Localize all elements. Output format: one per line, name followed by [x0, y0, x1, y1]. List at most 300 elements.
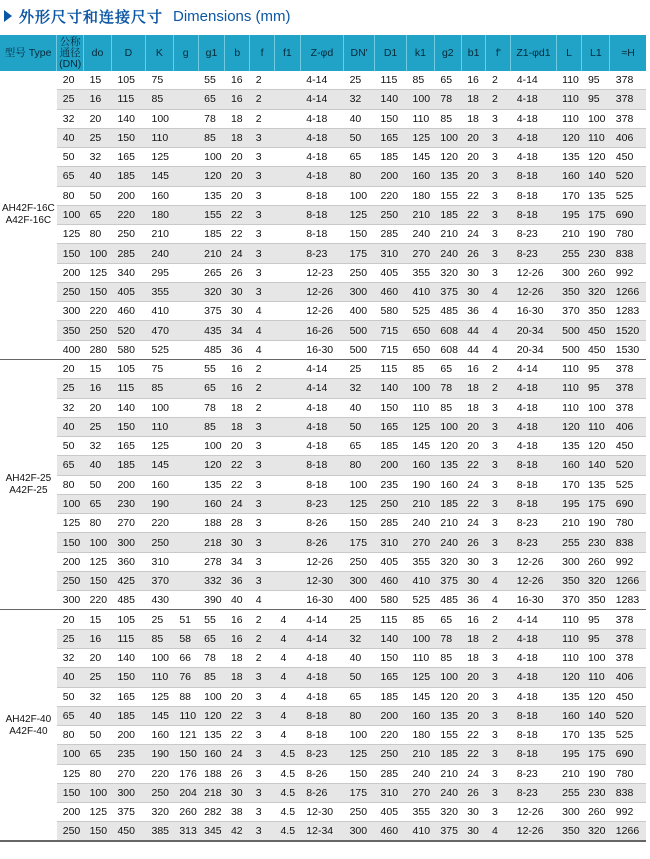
table-cell: 32	[84, 148, 112, 167]
table-cell: 185	[375, 148, 407, 167]
table-cell: 65	[434, 359, 461, 378]
table-cell	[173, 417, 198, 436]
table-cell: 4	[274, 726, 300, 745]
table-cell	[173, 148, 198, 167]
table-cell	[274, 494, 300, 513]
table-cell: 310	[375, 533, 407, 552]
table-cell: 12-26	[300, 282, 343, 301]
table-cell: 200	[375, 706, 407, 725]
table-body	[0, 71, 646, 841]
table-cell: 270	[407, 533, 435, 552]
table-cell: 110	[145, 128, 173, 147]
table-cell: 12-26	[300, 552, 343, 571]
table-cell: 65	[57, 706, 84, 725]
table-cell: 780	[610, 514, 646, 533]
table-cell: 345	[198, 822, 225, 841]
table-cell: 65	[344, 148, 375, 167]
table-cell: 135	[556, 437, 582, 456]
table-cell: 50	[344, 128, 375, 147]
table-cell: 30	[461, 803, 486, 822]
table-row	[0, 205, 646, 224]
table-cell: 110	[556, 71, 582, 90]
table-cell: 20	[57, 71, 84, 90]
table-cell: 4.5	[274, 822, 300, 841]
table-cell: 34	[225, 321, 250, 340]
table-cell: 4-18	[300, 648, 343, 667]
table-cell: 580	[111, 340, 145, 359]
table-row	[0, 379, 646, 398]
table-cell: 12-26	[511, 552, 556, 571]
table-cell	[274, 263, 300, 282]
model-name: A42F-16C	[5, 214, 52, 226]
table-cell: 320	[434, 803, 461, 822]
table-cell	[274, 379, 300, 398]
table-cell: 180	[407, 726, 435, 745]
table-cell: 838	[610, 783, 646, 802]
table-cell: 8-23	[511, 244, 556, 263]
table-cell: 250	[375, 745, 407, 764]
table-cell: 175	[344, 533, 375, 552]
table-cell: 100	[407, 629, 435, 648]
table-cell: 110	[145, 668, 173, 687]
table-cell: 485	[198, 340, 225, 359]
table-cell: 1530	[610, 340, 646, 359]
table-cell: 313	[173, 822, 198, 841]
table-cell: 3	[486, 687, 511, 706]
table-cell: 260	[173, 803, 198, 822]
table-cell: 65	[434, 610, 461, 629]
table-row	[0, 148, 646, 167]
table-cell: 65	[198, 379, 225, 398]
table-cell: 40	[344, 109, 375, 128]
table-cell: 66	[173, 648, 198, 667]
table-cell: 3	[486, 533, 511, 552]
table-cell: 405	[375, 263, 407, 282]
table-cell: 170	[556, 475, 582, 494]
table-cell: 8-23	[300, 494, 343, 513]
table-cell: 406	[610, 668, 646, 687]
model-cell	[0, 610, 57, 841]
table-row	[0, 706, 646, 725]
table-cell: 3	[486, 244, 511, 263]
table-cell: 65	[84, 494, 112, 513]
table-cell: 2	[250, 71, 275, 90]
table-cell: 40	[225, 591, 250, 610]
table-cell: 460	[111, 302, 145, 321]
table-cell: 190	[582, 225, 610, 244]
table-cell: 20	[461, 668, 486, 687]
table-cell: 690	[610, 205, 646, 224]
column-header: Z-φd	[300, 35, 343, 71]
table-cell: 110	[173, 706, 198, 725]
table-cell: 220	[111, 205, 145, 224]
table-cell: 3	[486, 726, 511, 745]
table-cell: 278	[198, 552, 225, 571]
table-cell: 85	[434, 398, 461, 417]
table-cell: 150	[111, 668, 145, 687]
table-cell: 25	[84, 128, 112, 147]
table-cell: 4-18	[300, 687, 343, 706]
table-cell: 115	[375, 359, 407, 378]
table-cell: 22	[225, 456, 250, 475]
table-cell: 450	[610, 148, 646, 167]
table-cell: 200	[375, 167, 407, 186]
table-cell: 715	[375, 321, 407, 340]
table-cell: 270	[407, 783, 435, 802]
table-cell: 100	[434, 668, 461, 687]
table-cell: 160	[407, 167, 435, 186]
table-cell: 65	[57, 456, 84, 475]
table-cell: 406	[610, 128, 646, 147]
table-cell: 175	[582, 205, 610, 224]
table-cell: 55	[198, 359, 225, 378]
table-cell: 15	[84, 359, 112, 378]
table-cell: 3	[486, 475, 511, 494]
table-cell: 3	[250, 167, 275, 186]
table-cell: 40	[344, 648, 375, 667]
table-cell: 24	[225, 244, 250, 263]
table-cell: 25	[57, 629, 84, 648]
table-row	[0, 494, 646, 513]
table-cell: 4-18	[300, 437, 343, 456]
table-cell: 8-18	[300, 205, 343, 224]
table-cell: 65	[84, 205, 112, 224]
table-cell: 285	[111, 244, 145, 263]
table-cell: 12-30	[300, 803, 343, 822]
table-cell: 4-18	[511, 417, 556, 436]
table-cell: 470	[145, 321, 173, 340]
table-cell: 105	[111, 610, 145, 629]
table-cell: 135	[582, 186, 610, 205]
table-cell: 310	[145, 552, 173, 571]
table-cell: 3	[250, 552, 275, 571]
table-row	[0, 533, 646, 552]
table-cell: 20	[225, 186, 250, 205]
table-cell: 210	[556, 514, 582, 533]
table-cell: 12-26	[300, 302, 343, 321]
table-row	[0, 822, 646, 841]
table-cell: 375	[434, 282, 461, 301]
table-cell: 200	[111, 475, 145, 494]
table-cell: 40	[84, 706, 112, 725]
table-cell: 300	[556, 552, 582, 571]
table-cell	[173, 71, 198, 90]
table-cell: 12-26	[511, 263, 556, 282]
table-cell: 145	[407, 148, 435, 167]
table-cell	[274, 90, 300, 109]
table-cell: 100	[434, 417, 461, 436]
table-cell: 32	[57, 109, 84, 128]
table-cell: 355	[145, 282, 173, 301]
table-cell: 36	[225, 340, 250, 359]
table-cell: 110	[556, 90, 582, 109]
table-cell: 85	[407, 359, 435, 378]
table-cell: 300	[344, 282, 375, 301]
table-cell: 250	[145, 533, 173, 552]
table-row	[0, 186, 646, 205]
table-cell: 140	[582, 456, 610, 475]
table-cell: 155	[434, 186, 461, 205]
table-cell: 25	[57, 90, 84, 109]
table-cell: 85	[434, 109, 461, 128]
table-cell: 4-18	[511, 109, 556, 128]
table-cell: 135	[198, 186, 225, 205]
table-cell: 110	[582, 128, 610, 147]
table-cell: 175	[582, 745, 610, 764]
table-cell	[274, 437, 300, 456]
table-cell: 165	[111, 148, 145, 167]
column-header: ≈H	[610, 35, 646, 71]
table-cell: 20	[57, 359, 84, 378]
table-cell: 378	[610, 398, 646, 417]
table-cell: 65	[344, 687, 375, 706]
table-cell: 135	[556, 687, 582, 706]
table-cell: 78	[434, 629, 461, 648]
table-cell: 80	[84, 764, 112, 783]
table-cell: 235	[111, 745, 145, 764]
table-cell: 4-14	[300, 379, 343, 398]
table-cell: 12-34	[300, 822, 343, 841]
table-cell: 190	[582, 764, 610, 783]
table-cell: 4-18	[511, 668, 556, 687]
table-cell: 3	[486, 167, 511, 186]
table-cell: 4	[486, 571, 511, 590]
table-cell: 260	[582, 552, 610, 571]
table-cell: 230	[582, 783, 610, 802]
table-cell: 20	[461, 437, 486, 456]
table-cell: 140	[375, 90, 407, 109]
table-cell: 3	[486, 745, 511, 764]
table-cell: 4-14	[300, 629, 343, 648]
table-cell: 1266	[610, 822, 646, 841]
table-cell: 100	[57, 494, 84, 513]
table-cell: 125	[344, 745, 375, 764]
table-cell: 210	[434, 225, 461, 244]
table-cell: 378	[610, 648, 646, 667]
table-cell: 385	[145, 822, 173, 841]
table-row	[0, 282, 646, 301]
table-cell: 85	[198, 417, 225, 436]
table-cell: 282	[198, 803, 225, 822]
table-cell: 160	[145, 186, 173, 205]
table-cell: 40	[84, 167, 112, 186]
table-cell: 220	[84, 591, 112, 610]
table-cell	[274, 552, 300, 571]
table-cell: 320	[198, 282, 225, 301]
table-cell: 16	[225, 359, 250, 378]
table-cell: 115	[111, 90, 145, 109]
table-cell: 270	[111, 514, 145, 533]
table-cell: 4-18	[300, 148, 343, 167]
table-row	[0, 456, 646, 475]
table-cell: 100	[582, 648, 610, 667]
table-cell: 608	[434, 340, 461, 359]
table-cell: 4.5	[274, 803, 300, 822]
table-bottom-rule	[0, 840, 646, 841]
table-cell: 410	[407, 822, 435, 841]
table-cell: 195	[556, 494, 582, 513]
table-cell: 3	[486, 668, 511, 687]
table-cell: 3	[486, 494, 511, 513]
table-cell: 240	[407, 225, 435, 244]
table-cell	[173, 186, 198, 205]
table-cell: 20	[225, 167, 250, 186]
table-cell: 145	[145, 167, 173, 186]
table-cell: 105	[111, 359, 145, 378]
table-cell: 120	[556, 128, 582, 147]
table-cell	[274, 340, 300, 359]
table-cell: 460	[375, 571, 407, 590]
table-cell: 16	[225, 629, 250, 648]
table-cell: 8-18	[300, 475, 343, 494]
table-cell: 285	[375, 764, 407, 783]
table-cell: 18	[461, 648, 486, 667]
table-cell: 4	[486, 340, 511, 359]
table-cell: 26	[461, 244, 486, 263]
table-cell: 378	[610, 359, 646, 378]
table-cell: 36	[461, 591, 486, 610]
table-cell: 8-23	[300, 244, 343, 263]
table-cell: 8-23	[511, 783, 556, 802]
table-cell: 2	[250, 90, 275, 109]
table-cell: 190	[145, 494, 173, 513]
table-cell: 3	[486, 783, 511, 802]
table-cell: 525	[407, 591, 435, 610]
table-cell: 4-14	[300, 610, 343, 629]
table-cell: 320	[145, 803, 173, 822]
table-cell: 110	[407, 109, 435, 128]
table-cell: 115	[375, 610, 407, 629]
table-cell: 36	[461, 302, 486, 321]
table-row	[0, 90, 646, 109]
table-cell	[274, 109, 300, 128]
title-chinese: 外形尺寸和连接尺寸	[19, 8, 164, 26]
table-cell: 8-26	[300, 764, 343, 783]
table-cell: 3	[250, 668, 275, 687]
table-cell: 160	[556, 706, 582, 725]
table-cell: 378	[610, 379, 646, 398]
table-row	[0, 514, 646, 533]
table-cell: 405	[111, 282, 145, 301]
table-cell: 170	[556, 726, 582, 745]
table-cell: 355	[407, 263, 435, 282]
model-name: AH42F-40	[5, 713, 52, 725]
table-cell: 65	[434, 71, 461, 90]
table-cell: 406	[610, 417, 646, 436]
table-cell: 250	[145, 783, 173, 802]
table-cell	[274, 186, 300, 205]
table-cell: 320	[434, 552, 461, 571]
table-cell: 16	[84, 379, 112, 398]
table-cell: 780	[610, 225, 646, 244]
table-cell: 250	[344, 552, 375, 571]
table-cell: 3	[486, 186, 511, 205]
table-cell: 3	[250, 514, 275, 533]
table-cell: 12-23	[300, 263, 343, 282]
table-cell: 16-30	[300, 591, 343, 610]
table-cell: 2	[486, 629, 511, 648]
table-cell: 2	[250, 610, 275, 629]
table-cell: 115	[375, 71, 407, 90]
table-cell: 8-18	[511, 494, 556, 513]
table-cell: 3	[486, 225, 511, 244]
table-cell: 3	[486, 109, 511, 128]
table-cell: 332	[198, 571, 225, 590]
column-header: g2	[434, 35, 461, 71]
table-cell: 20	[57, 610, 84, 629]
table-cell: 3	[250, 745, 275, 764]
table-cell: 250	[57, 822, 84, 841]
table-cell: 160	[556, 456, 582, 475]
table-cell: 3	[250, 244, 275, 263]
table-cell	[274, 148, 300, 167]
table-cell: 715	[375, 340, 407, 359]
table-cell: 100	[145, 398, 173, 417]
table-cell: 4	[486, 822, 511, 841]
table-cell	[173, 244, 198, 263]
table-cell: 3	[486, 417, 511, 436]
table-cell: 125	[344, 494, 375, 513]
table-cell: 110	[556, 648, 582, 667]
table-cell: 375	[434, 822, 461, 841]
table-cell: 520	[610, 706, 646, 725]
table-cell: 3	[250, 205, 275, 224]
table-cell: 240	[434, 244, 461, 263]
table-cell: 650	[407, 321, 435, 340]
table-cell: 210	[407, 205, 435, 224]
table-cell: 125	[57, 764, 84, 783]
table-cell: 8-26	[300, 783, 343, 802]
table-cell: 85	[407, 71, 435, 90]
table-cell: 18	[461, 629, 486, 648]
table-cell: 22	[225, 475, 250, 494]
table-cell: 110	[556, 379, 582, 398]
table-cell: 320	[582, 282, 610, 301]
table-row	[0, 340, 646, 359]
table-cell: 4	[274, 648, 300, 667]
table-cell: 460	[375, 822, 407, 841]
table-cell	[274, 167, 300, 186]
table-cell: 8-18	[511, 205, 556, 224]
table-cell: 100	[407, 90, 435, 109]
table-cell	[173, 225, 198, 244]
table-cell: 100	[84, 783, 112, 802]
table-cell	[173, 302, 198, 321]
table-cell: 4	[486, 321, 511, 340]
table-cell: 185	[111, 456, 145, 475]
table-cell: 20	[84, 648, 112, 667]
table-cell: 270	[407, 244, 435, 263]
table-cell: 40	[57, 417, 84, 436]
table-cell: 230	[582, 533, 610, 552]
table-cell: 20	[461, 687, 486, 706]
model-name: A42F-40	[9, 725, 48, 737]
table-row	[0, 783, 646, 802]
table-cell: 350	[57, 321, 84, 340]
table-cell: 20-34	[511, 340, 556, 359]
table-cell: 32	[344, 90, 375, 109]
table-cell: 370	[556, 591, 582, 610]
table-cell: 125	[344, 205, 375, 224]
table-cell: 350	[556, 282, 582, 301]
table-cell: 4.5	[274, 745, 300, 764]
table-cell	[173, 475, 198, 494]
table-cell: 370	[145, 571, 173, 590]
table-cell: 255	[556, 783, 582, 802]
table-cell: 1266	[610, 282, 646, 301]
table-cell: 4-18	[511, 148, 556, 167]
table-cell: 115	[111, 379, 145, 398]
